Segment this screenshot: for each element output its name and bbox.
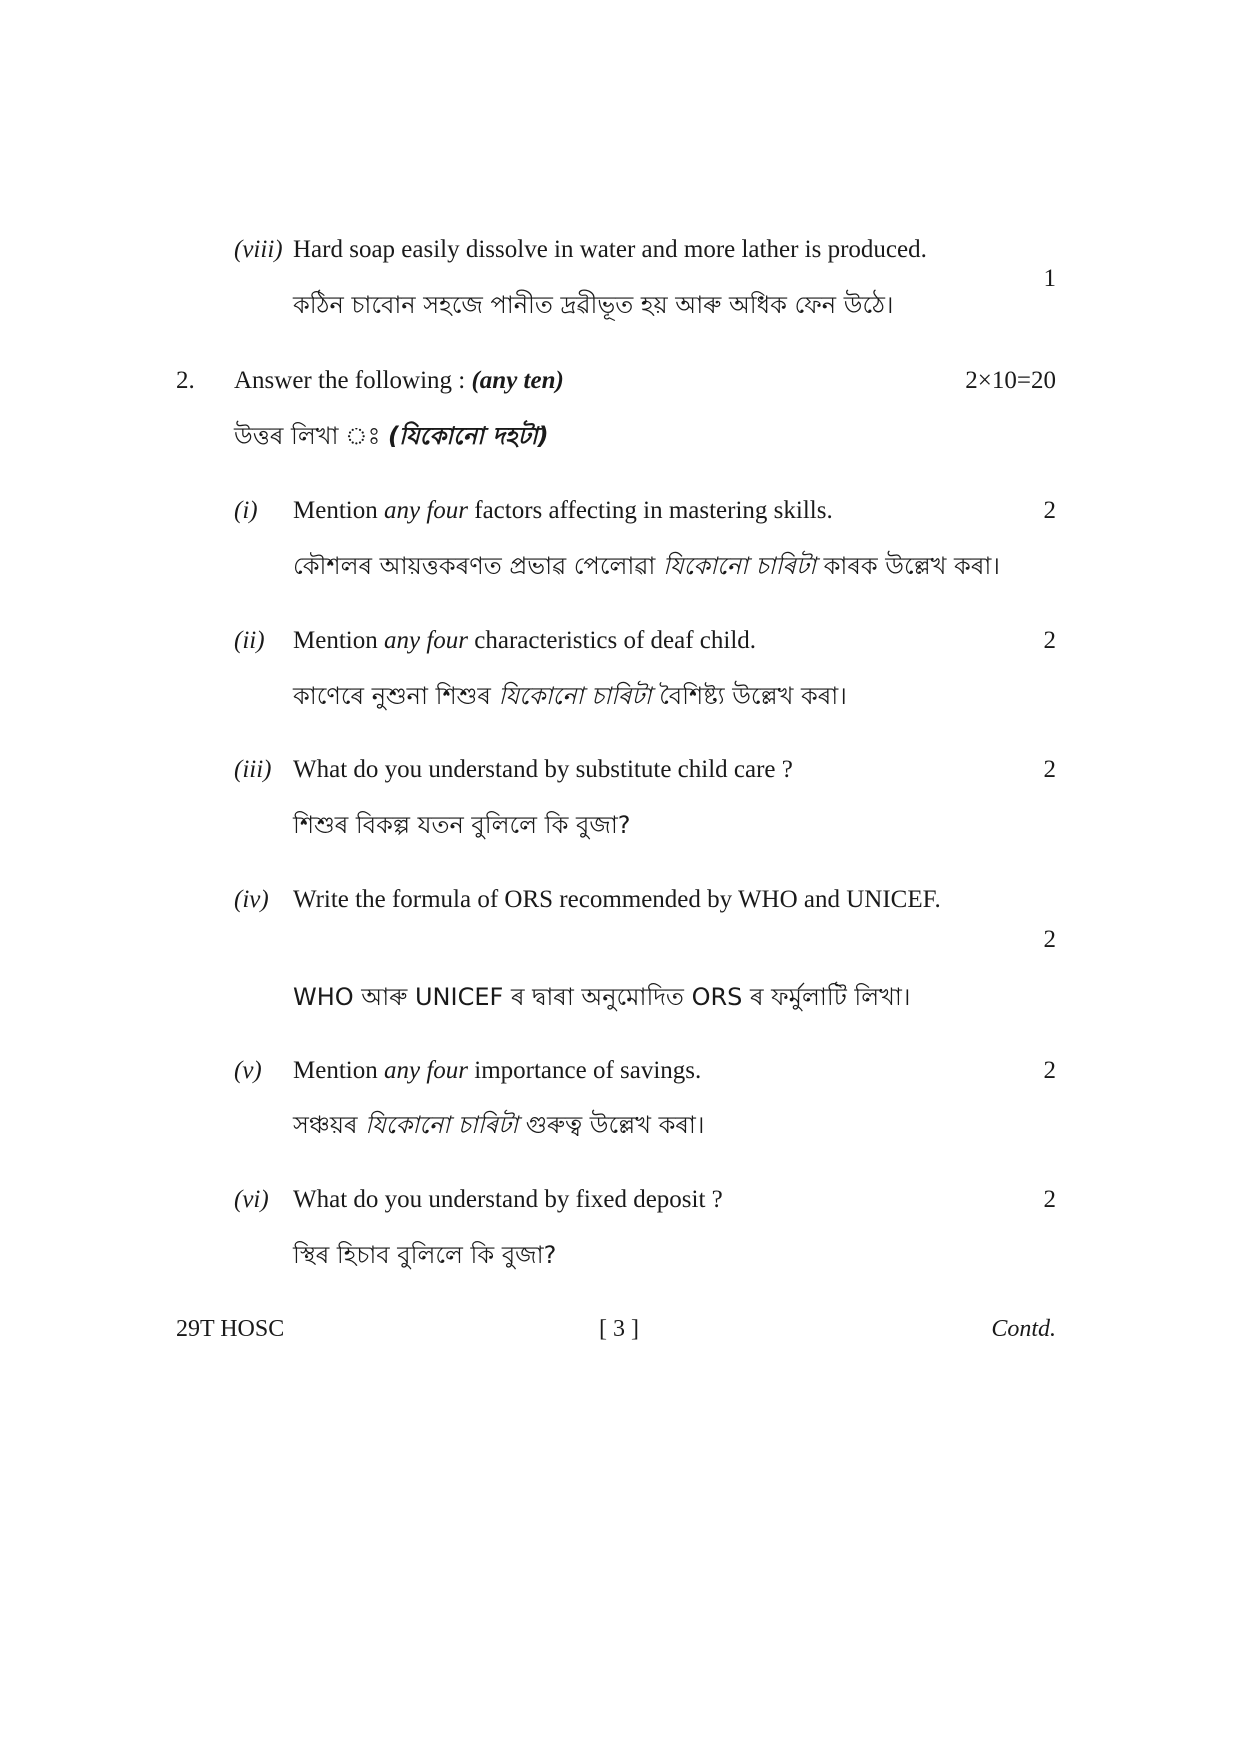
text-part: Mention [293,497,384,524]
marks: 2 [1043,756,1056,783]
heading-as-emphasis: (যিকোনো দহটা) [388,422,549,450]
heading-en-text: Answer the following : [234,367,472,394]
question-text-as: WHO আৰু UNICEF ৰ দ্বাৰা অনুমোদিত ORS ৰ ফৰ্মুলাটি লিখা। [293,983,911,1011]
text-emphasis: যিকোনো চাৰিটা [498,682,652,710]
question-text-as [293,554,1000,578]
item-label: (ii) [234,627,265,654]
question-text-as: স্থিৰ হিচাব বুলিলে কি বুজা? [293,1241,557,1269]
item-label: (i) [234,497,258,524]
text-emphasis: any four [383,627,468,654]
question-text-en [293,1058,701,1083]
question-text-en: What do you understand by substitute child care ? [293,756,793,783]
marks: 2 [1043,1186,1056,1213]
marks: 1 [1043,265,1056,292]
text-part: কাৰক উল্লেখ কৰা। [815,552,1000,580]
page-number: [ 3 ] [599,1316,639,1342]
total-marks: 2×10=20 [965,367,1056,394]
question-text-as [293,1113,704,1137]
item-label: (viii) [234,236,283,263]
text-emphasis: any four [383,1057,468,1084]
heading-en-emphasis: (any ten) [471,367,564,394]
text-part: Mention [293,1057,384,1084]
item-label: (vi) [234,1186,269,1213]
question-text-as [293,684,847,708]
text-emphasis: যিকোনো চাৰিটা [662,552,816,580]
item-label: (iv) [234,886,269,913]
question-heading-as [234,424,549,448]
question-text-as: শিশুৰ বিকল্প যতন বুলিলে কি বুজা? [293,811,631,839]
text-part: বৈশিষ্ট্য উল্লেখ কৰা। [651,682,847,710]
text-emphasis: যিকোনো চাৰিটা [365,1111,519,1139]
marks: 2 [1043,926,1056,953]
question-text-en [293,628,756,653]
question-text-en: Write the formula of ORS recommended by WHO and UNICEF. [293,886,941,913]
text-part: গুৰুত্ব উল্লেখ কৰা। [518,1111,705,1139]
marks: 2 [1043,627,1056,654]
paper-code: 29T HOSC [176,1316,285,1342]
question-text-en: Hard soap easily dissolve in water and more lather is produced. [293,236,927,263]
marks: 2 [1043,497,1056,524]
question-number: 2. [176,367,195,394]
heading-as-text: উত্তৰ লিখা ঃ [234,422,389,450]
text-part: সঞ্চয়ৰ [293,1111,366,1139]
text-part: factors affecting in mastering skills. [468,497,833,524]
text-part: Mention [293,627,384,654]
continued-note: Contd. [991,1316,1056,1342]
text-part: characteristics of deaf child. [468,627,757,654]
text-part: কৌশলৰ আয়ত্তকৰণত প্ৰভাৱ পেলোৱা [293,552,663,580]
question-heading-en [234,368,564,393]
question-text-en: What do you understand by fixed deposit ? [293,1186,723,1213]
item-label: (v) [234,1057,262,1084]
text-emphasis: any four [383,497,468,524]
question-text-en [293,498,833,523]
question-text-as: কঠিন চাবোন সহজে পানীত দ্ৰৱীভূত হয় আৰু অধিক ফেন উঠে। [293,291,894,319]
text-part: importance of savings. [468,1057,702,1084]
text-part: কাণেৰে নুশুনা শিশুৰ [293,682,499,710]
marks: 2 [1043,1057,1056,1084]
item-label: (iii) [234,756,272,783]
